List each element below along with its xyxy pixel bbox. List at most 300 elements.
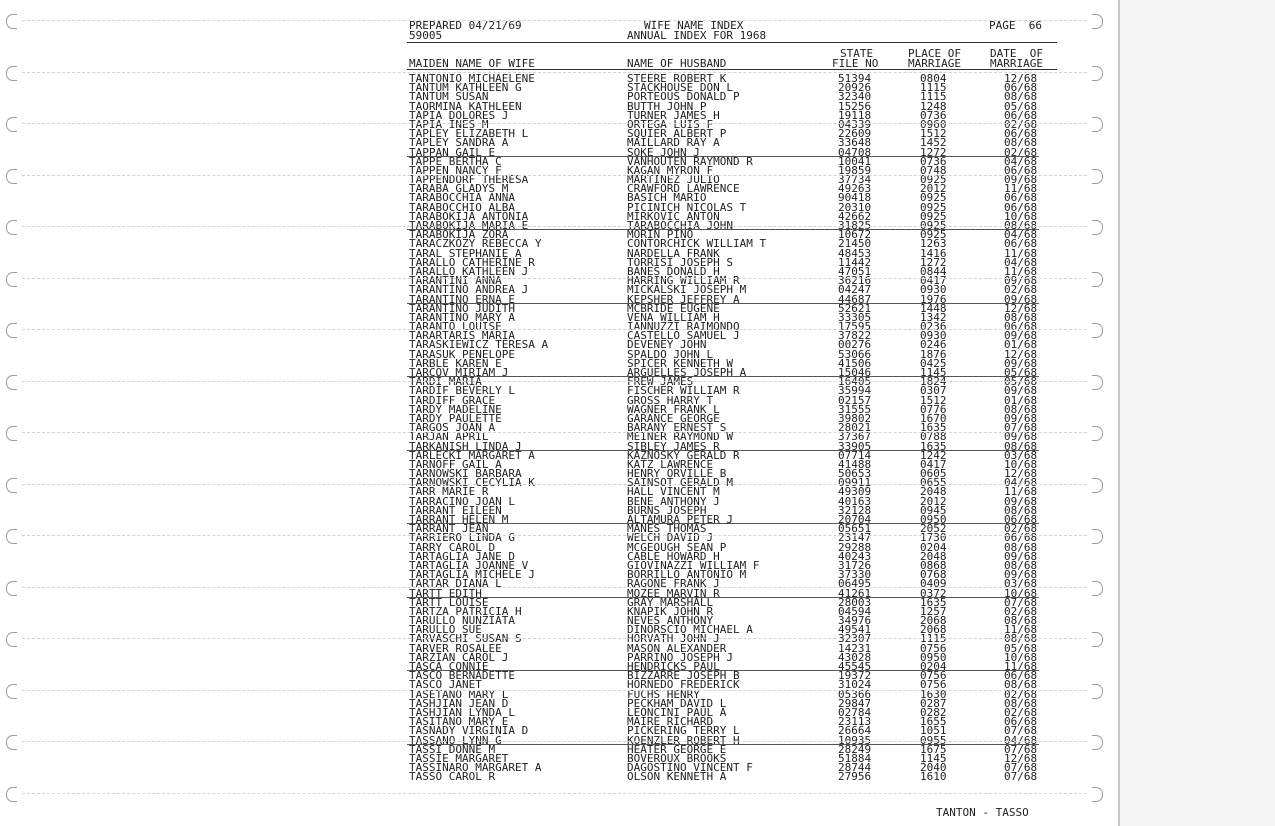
table-row — [0, 522, 1120, 536]
punch-hole-right — [1092, 581, 1103, 596]
file-no-cell: 07714 — [838, 448, 872, 462]
table-row — [0, 393, 1120, 407]
place-cell: 1675 — [920, 742, 947, 756]
table-row — [0, 255, 1120, 269]
guide-line — [22, 329, 1087, 330]
husband-name-cell: HENDRICKS PAUL — [627, 660, 720, 673]
wife-name-cell: TARNOFF GAIL A — [409, 457, 502, 471]
husband-name-cell: TURNER JAMES H — [627, 108, 720, 122]
page-number: PAGE 66 — [989, 19, 1042, 32]
place-cell: 0776 — [920, 402, 947, 416]
place-cell: 1115 — [920, 90, 947, 104]
husband-name-cell: VANHOUTEN RAYMOND R — [627, 154, 753, 168]
date-cell: 08/68 — [1004, 136, 1038, 150]
file-no-cell: 29288 — [838, 540, 872, 554]
husband-name-cell: WELCH DAVID J — [627, 531, 714, 545]
file-no-cell: 15256 — [838, 99, 872, 113]
date-cell: 04/68 — [1004, 154, 1038, 168]
husband-name-cell: CABLE HOWARD H — [627, 549, 720, 563]
wife-name-cell: TARULLO SUE — [409, 623, 482, 637]
date-cell: 10/68 — [1004, 586, 1038, 600]
place-cell: 1145 — [920, 366, 947, 379]
husband-name-cell: TARABOCCHIA JOHN — [627, 219, 733, 232]
table-row — [0, 678, 1120, 692]
wife-name-cell: TAPPE BERTHA C — [409, 154, 502, 168]
husband-name-cell: HENRY ORVILLE B — [627, 467, 727, 481]
wife-name-cell: TARASKIEWICZ TERESA A — [409, 338, 549, 352]
table-row — [0, 669, 1120, 683]
husband-name-cell: CRAWFORD LAWRENCE — [627, 182, 740, 196]
husband-name-cell: FISCHER WILLIAM R — [627, 384, 740, 398]
place-cell: 0236 — [920, 320, 947, 334]
table-row — [0, 715, 1120, 729]
file-no-cell: 02157 — [838, 393, 872, 407]
wife-name-cell: TAORMINA KATHLEEN — [409, 99, 522, 113]
file-no-cell: 40163 — [838, 494, 872, 508]
husband-name-cell: ORTEGA LUIS F — [627, 117, 714, 131]
file-no-cell: 47051 — [838, 264, 872, 278]
file-no-cell: 32340 — [838, 90, 872, 104]
file-no-cell: 04594 — [838, 604, 872, 618]
punch-hole-right — [1092, 66, 1103, 81]
husband-name-cell: TORRISI JOSEPH S — [627, 255, 733, 269]
file-no-cell: 00276 — [838, 338, 872, 352]
wife-name-cell: TARVER ROSALEE — [409, 641, 502, 655]
husband-name-cell: NEVES ANTHONY — [627, 614, 714, 628]
wife-name-cell: TARRANT HELEN M — [409, 513, 509, 526]
table-row — [0, 515, 1120, 524]
husband-name-cell: STEERE ROBERT K — [627, 72, 727, 85]
place-cell: 2068 — [920, 623, 947, 637]
table-row — [0, 540, 1120, 554]
table-row — [0, 402, 1120, 416]
wife-name-cell: TARDIF BEVERLY L — [409, 384, 515, 398]
date-cell: 09/68 — [1004, 173, 1038, 187]
table-row — [0, 687, 1120, 701]
table-row — [0, 375, 1120, 389]
husband-name-cell: FREW JAMES — [627, 375, 694, 389]
husband-name-cell: RAGONE FRANK J — [627, 577, 720, 591]
file-no-cell: 10672 — [838, 228, 872, 242]
wife-name-cell: TARTAGLIA JANE D — [409, 549, 515, 563]
table-row — [0, 751, 1120, 765]
date-cell: 08/68 — [1004, 632, 1038, 646]
place-cell: 0788 — [920, 430, 947, 444]
table-row — [0, 494, 1120, 508]
wife-name-cell: TASSANO LYNN G — [409, 733, 502, 747]
date-cell: 08/68 — [1004, 310, 1038, 324]
table-row — [0, 283, 1120, 297]
table-row — [0, 200, 1120, 214]
husband-name-cell: CONTORCHICK WILLIAM T — [627, 237, 767, 251]
husband-name-cell: ARGUELLES JOSEPH A — [627, 366, 747, 379]
date-cell: 05/68 — [1004, 641, 1038, 655]
table-row — [0, 145, 1120, 159]
punch-hole-right — [1092, 272, 1103, 287]
table-row — [0, 439, 1120, 453]
place-cell: 1610 — [920, 770, 947, 784]
table-row — [0, 310, 1120, 324]
file-no-cell: 33905 — [838, 439, 872, 453]
place-cell: 1730 — [920, 531, 947, 545]
file-no-cell: 26664 — [838, 724, 872, 738]
wife-name-cell: TASSIE MARGARET — [409, 751, 509, 765]
place-cell: 1272 — [920, 255, 947, 269]
husband-name-cell: MASON ALEXANDER — [627, 641, 727, 655]
date-cell: 07/68 — [1004, 742, 1038, 756]
date-cell: 02/68 — [1004, 522, 1038, 536]
date-cell: 10/68 — [1004, 457, 1038, 471]
punch-hole-left — [6, 632, 17, 647]
scanner-margin — [1120, 0, 1275, 826]
husband-name-cell: KOENZLER ROBERT H — [627, 733, 740, 747]
husband-name-cell: WAGNER FRANK L — [627, 402, 720, 416]
place-cell: 1635 — [920, 421, 947, 435]
place-cell: 2048 — [920, 549, 947, 563]
punch-hole-left — [6, 375, 17, 390]
file-no-cell: 41488 — [838, 457, 872, 471]
file-no-cell: 37822 — [838, 329, 872, 343]
table-row — [0, 696, 1120, 710]
place-cell: 1263 — [920, 237, 947, 251]
wife-name-cell: TARR MARIE R — [409, 485, 489, 499]
table-row — [0, 347, 1120, 361]
wife-name-cell: TASCA CONNIE — [409, 660, 489, 673]
place-cell: 0409 — [920, 577, 947, 591]
place-cell: 1976 — [920, 292, 947, 306]
wife-name-cell: TASCO BERNADETTE — [409, 669, 515, 683]
place-cell: 0417 — [920, 274, 947, 288]
wife-name-cell: TARKANISH LINDA J — [409, 439, 522, 453]
wife-name-cell: TARULLO NUNZIATA — [409, 614, 515, 628]
date-cell: 09/68 — [1004, 384, 1038, 398]
wife-name-cell: TARAL STEPHANIE A — [409, 246, 522, 260]
table-row — [0, 761, 1120, 775]
table-row — [0, 246, 1120, 260]
file-no-cell: 42662 — [838, 209, 872, 223]
place-cell: 0736 — [920, 108, 947, 122]
file-no-cell: 34976 — [838, 614, 872, 628]
date-cell: 10/68 — [1004, 209, 1038, 223]
file-no-cell: 39802 — [838, 411, 872, 425]
report-number: 59005 — [409, 29, 443, 42]
table-row — [0, 384, 1120, 398]
col-place-line2: MARRIAGE — [908, 57, 961, 70]
table-row — [0, 173, 1120, 187]
punch-hole-left — [6, 117, 17, 132]
wife-name-cell: TARTAGLIA MICHELE J — [409, 568, 535, 582]
date-cell: 05/68 — [1004, 99, 1038, 113]
date-cell: 06/68 — [1004, 320, 1038, 334]
husband-name-cell: VENA WILLIAM H — [627, 310, 720, 324]
husband-name-cell: HORNEDO FREDERICK — [627, 678, 740, 692]
husband-name-cell: DAGOSTINO VINCENT F — [627, 761, 753, 775]
date-cell: 04/68 — [1004, 255, 1038, 269]
date-cell: 08/68 — [1004, 439, 1038, 453]
file-no-cell: 44687 — [838, 292, 872, 306]
file-no-cell: 05366 — [838, 687, 872, 701]
date-cell: 09/68 — [1004, 430, 1038, 444]
husband-name-cell: BORRILLO ANTONIO M — [627, 568, 747, 582]
table-row — [0, 614, 1120, 628]
date-cell: 09/68 — [1004, 329, 1038, 343]
file-no-cell: 35994 — [838, 384, 872, 398]
husband-name-cell: MIRKOVIC ANTON — [627, 209, 720, 223]
place-cell: 1448 — [920, 301, 947, 315]
table-row — [0, 108, 1120, 122]
husband-name-cell: KAZNOSKY GERALD R — [627, 448, 740, 462]
file-no-cell: 37367 — [838, 430, 872, 444]
date-cell: 07/68 — [1004, 724, 1038, 738]
husband-name-cell: MAILLARD RAY A — [627, 136, 720, 150]
wife-name-cell: TAPPENDORF THERESA — [409, 173, 529, 187]
husband-name-cell: BIZZARRE JOSEPH B — [627, 669, 740, 683]
report-title: WIFE NAME INDEX — [644, 19, 744, 32]
date-cell: 09/68 — [1004, 274, 1038, 288]
guide-line — [22, 432, 1087, 433]
husband-name-cell: SPALDO JOHN L — [627, 347, 714, 361]
guide-line — [22, 381, 1087, 382]
date-cell: 06/68 — [1004, 200, 1038, 214]
wife-name-cell: TARRANT EILEEN — [409, 503, 502, 517]
date-cell: 11/68 — [1004, 264, 1038, 278]
husband-name-cell: MANES THOMAS — [627, 522, 707, 536]
place-cell: 1272 — [920, 145, 947, 159]
guide-line — [22, 535, 1087, 536]
date-cell: 06/68 — [1004, 191, 1038, 205]
place-cell: 2052 — [920, 522, 947, 536]
place-cell: 0425 — [920, 356, 947, 370]
place-cell: 0925 — [920, 219, 947, 232]
date-cell: 12/68 — [1004, 301, 1038, 315]
date-cell: 10/68 — [1004, 650, 1038, 664]
file-no-cell: 10041 — [838, 154, 872, 168]
page-range-footer: TANTON - TASSO — [936, 806, 1029, 819]
date-cell: 08/68 — [1004, 558, 1038, 572]
file-no-cell: 23147 — [838, 531, 872, 545]
guide-line — [22, 20, 1087, 21]
file-no-cell: 31024 — [838, 678, 872, 692]
place-cell: 1248 — [920, 99, 947, 113]
wife-name-cell: TASSINARO MARGARET A — [409, 761, 542, 775]
place-cell: 1635 — [920, 595, 947, 609]
date-cell: 06/68 — [1004, 127, 1038, 141]
file-no-cell: 04247 — [838, 283, 872, 297]
file-no-cell: 14231 — [838, 641, 872, 655]
punch-hole-left — [6, 581, 17, 596]
date-cell: 01/68 — [1004, 338, 1038, 352]
file-no-cell: 45545 — [838, 660, 872, 673]
file-no-cell: 41506 — [838, 356, 872, 370]
wife-name-cell: TAPPAN GAIL E — [409, 145, 496, 159]
wife-name-cell: TARCOV MIRIAM J — [409, 366, 509, 379]
date-cell: 07/68 — [1004, 761, 1038, 775]
date-cell: 08/68 — [1004, 219, 1038, 232]
punch-hole-left — [6, 735, 17, 750]
wife-name-cell: TARGOS JOAN A — [409, 421, 496, 435]
punch-hole-left — [6, 426, 17, 441]
husband-name-cell: MCGEOUGH SEAN P — [627, 540, 727, 554]
wife-name-cell: TARRIERO LINDA G — [409, 531, 515, 545]
place-cell: 1051 — [920, 724, 947, 738]
file-no-cell: 41261 — [838, 586, 872, 600]
date-cell: 03/68 — [1004, 448, 1038, 462]
wife-name-cell: TARABOCCHIO ALBA — [409, 200, 515, 214]
file-no-cell: 48453 — [838, 246, 872, 260]
punch-hole-right — [1092, 684, 1103, 699]
place-cell: 1115 — [920, 81, 947, 95]
place-cell: 1145 — [920, 751, 947, 765]
file-no-cell: 28249 — [838, 742, 872, 756]
place-cell: 0804 — [920, 72, 947, 85]
date-cell: 08/68 — [1004, 614, 1038, 628]
file-no-cell: 17595 — [838, 320, 872, 334]
date-cell: 11/68 — [1004, 623, 1038, 637]
place-cell: 1115 — [920, 632, 947, 646]
table-row — [0, 503, 1120, 517]
file-no-cell: 52621 — [838, 301, 872, 315]
husband-name-cell: BENE ANTHONY J — [627, 494, 720, 508]
wife-name-cell: TARRY CAROL D — [409, 540, 496, 554]
table-row — [0, 467, 1120, 481]
place-cell: 0950 — [920, 650, 947, 664]
place-cell: 1876 — [920, 347, 947, 361]
husband-name-cell: BOVEROUX BROOKS — [627, 751, 727, 765]
col-place-line1: PLACE OF — [908, 47, 961, 60]
wife-name-cell: TARTZA PATRICIA H — [409, 604, 522, 618]
index-rows — [0, 72, 1120, 784]
husband-name-cell: GRAY MARSHALL — [627, 595, 714, 609]
file-no-cell: 27956 — [838, 770, 872, 784]
table-row — [0, 742, 1120, 756]
husband-name-cell: PICKERING TERRY L — [627, 724, 740, 738]
file-no-cell: 31555 — [838, 402, 872, 416]
date-cell: 08/68 — [1004, 696, 1038, 710]
guide-line — [22, 587, 1087, 588]
place-cell: 0930 — [920, 329, 947, 343]
file-no-cell: 33648 — [838, 136, 872, 150]
file-no-cell: 20704 — [838, 513, 872, 526]
date-cell: 09/68 — [1004, 549, 1038, 563]
date-cell: 08/68 — [1004, 540, 1038, 554]
wife-name-cell: TARZIAN CAROL J — [409, 650, 509, 664]
file-no-cell: 32128 — [838, 503, 872, 517]
table-row — [0, 154, 1120, 168]
guide-line — [22, 226, 1087, 227]
punch-hole-left — [6, 66, 17, 81]
date-cell: 12/68 — [1004, 347, 1038, 361]
date-cell: 09/68 — [1004, 292, 1038, 306]
husband-name-cell: MOZEE MARVIN R — [627, 586, 720, 600]
date-cell: 03/68 — [1004, 577, 1038, 591]
date-cell: 02/68 — [1004, 687, 1038, 701]
place-cell: 1257 — [920, 604, 947, 618]
punch-hole-left — [6, 169, 17, 184]
date-cell: 08/68 — [1004, 402, 1038, 416]
wife-name-cell: TARRACINO JOAN L — [409, 494, 515, 508]
table-row — [0, 237, 1120, 251]
file-no-cell: 51394 — [838, 72, 872, 85]
wife-name-cell: TASCO JANET — [409, 678, 482, 692]
wife-name-cell: TANTUM KATHLEEN G — [409, 81, 522, 95]
wife-name-cell: TARJAN APRIL — [409, 430, 489, 444]
place-cell: 2012 — [920, 182, 947, 196]
husband-name-cell: OLSON KENNETH A — [627, 770, 727, 784]
table-row — [0, 81, 1120, 95]
place-cell: 1512 — [920, 127, 947, 141]
date-cell: 06/68 — [1004, 237, 1038, 251]
husband-name-cell: BANES DONALD H — [627, 264, 720, 278]
punch-hole-left — [6, 529, 17, 544]
place-cell: 0925 — [920, 209, 947, 223]
date-cell: 02/68 — [1004, 117, 1038, 131]
col-husband-header: NAME OF HUSBAND — [627, 57, 727, 70]
wife-name-cell: TAPLEY ELIZABETH L — [409, 127, 529, 141]
wife-name-cell: TARDY PAULETTE — [409, 411, 502, 425]
file-no-cell: 19118 — [838, 108, 872, 122]
table-row — [0, 770, 1120, 784]
place-cell: 0925 — [920, 228, 947, 242]
place-cell: 0868 — [920, 558, 947, 572]
husband-name-cell: HORVATH JOHN J — [627, 632, 720, 646]
guide-line — [22, 690, 1087, 691]
table-row — [0, 411, 1120, 425]
wife-name-cell: TARTT LOUISE — [409, 595, 489, 609]
wife-name-cell: TARABOKIJA ZORA — [409, 228, 509, 242]
guide-line — [22, 638, 1087, 639]
table-row — [0, 338, 1120, 352]
file-no-cell: 11442 — [838, 255, 872, 269]
file-no-cell: 31825 — [838, 219, 872, 232]
date-cell: 02/68 — [1004, 705, 1038, 719]
date-cell: 07/68 — [1004, 421, 1038, 435]
table-row — [0, 485, 1120, 499]
file-no-cell: 05651 — [838, 522, 872, 536]
wife-name-cell: TAPPEN NANCY F — [409, 163, 502, 177]
date-cell: 08/68 — [1004, 678, 1038, 692]
file-no-cell: 28744 — [838, 761, 872, 775]
table-row — [0, 623, 1120, 637]
place-cell: 1630 — [920, 687, 947, 701]
date-cell: 07/68 — [1004, 770, 1038, 784]
husband-name-cell: SOKE JOHN J — [627, 145, 700, 159]
file-no-cell: 22609 — [838, 127, 872, 141]
husband-name-cell: GROSS HARRY T — [627, 393, 714, 407]
wife-name-cell: TANTONIO MICHAELENE — [409, 72, 535, 85]
punch-hole-right — [1092, 375, 1103, 390]
table-row — [0, 604, 1120, 618]
wife-name-cell: TARANTINO ERNA E — [409, 292, 515, 306]
table-row — [0, 549, 1120, 563]
place-cell: 0768 — [920, 568, 947, 582]
table-row — [0, 595, 1120, 609]
punch-hole-right — [1092, 787, 1103, 802]
husband-name-cell: MARTINEZ JULIO — [627, 173, 720, 187]
husband-name-cell: KEPSHER JEFFREY A — [627, 292, 740, 306]
guide-line — [22, 793, 1087, 794]
place-cell: 0655 — [920, 476, 947, 490]
wife-name-cell: TARANTINO MARY A — [409, 310, 515, 324]
place-cell: 0307 — [920, 384, 947, 398]
wife-name-cell: TARALLO KATHLEEN J — [409, 264, 529, 278]
date-cell: 02/68 — [1004, 283, 1038, 297]
date-cell: 07/68 — [1004, 595, 1038, 609]
table-row — [0, 457, 1120, 471]
place-cell: 2048 — [920, 485, 947, 499]
wife-name-cell: TARRANT JEAN — [409, 522, 489, 536]
place-cell: 0945 — [920, 503, 947, 517]
wife-name-cell: TARANTINI ANNA — [409, 274, 502, 288]
